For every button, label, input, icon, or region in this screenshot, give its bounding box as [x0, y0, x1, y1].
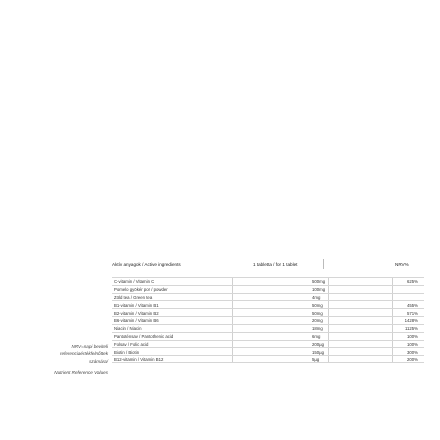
table-row: [112, 324, 424, 332]
ingredient-amount: 20mg: [312, 318, 323, 324]
ingredient-amount: 4mg: [312, 294, 321, 300]
ingredient-name: Pomelo gyökér por / powder: [114, 287, 168, 293]
ingredient-name: B6-vitamin / Vitamin B6: [114, 318, 159, 324]
ingredient-nrv: 455%: [407, 302, 418, 308]
table-row: [112, 293, 424, 301]
column-divider: [232, 317, 233, 324]
ingredient-name: Pantoténsav / Pantothenic acid: [114, 333, 174, 339]
ingredient-nrv: 571%: [407, 310, 418, 316]
table-row: [112, 300, 424, 308]
column-divider: [392, 325, 393, 332]
table-row: [112, 355, 424, 363]
column-divider: [232, 356, 233, 362]
ingredient-nrv: 300%: [407, 349, 418, 355]
ingredient-name: Niacin / Niacin: [114, 326, 142, 332]
ingredient-name: B1-vitamin / Vitamin B1: [114, 302, 159, 308]
footnote-line: NRV=napi beviteli: [71, 344, 108, 349]
column-divider: [232, 294, 233, 301]
column-divider: [328, 333, 329, 340]
table-row: [112, 277, 424, 285]
ingredient-amount: 6mg: [312, 333, 321, 339]
column-divider: [232, 286, 233, 293]
footnote-line: referenciaértékfelnőttek: [59, 351, 108, 357]
column-divider: [328, 278, 329, 285]
footnote-line: számára/: [89, 358, 108, 364]
column-divider: [328, 356, 329, 362]
ingredient-nrv: 200%: [407, 357, 418, 363]
table-row: [112, 340, 424, 348]
column-divider: [392, 356, 393, 362]
column-divider: [392, 278, 393, 285]
header-divider: [323, 259, 324, 269]
column-divider: [392, 348, 393, 355]
ingredient-nrv: 1125%: [404, 326, 418, 332]
column-divider: [328, 348, 329, 355]
ingredient-name: B2-vitamin / Vitamin B2: [114, 310, 159, 316]
table-row: [112, 308, 424, 316]
ingredient-nrv: 100%: [407, 341, 418, 347]
ingredient-name: Folsav / Folic acid: [114, 341, 149, 347]
column-header-nrv: NRV%: [395, 262, 409, 267]
ingredient-nrv: 100%: [407, 333, 418, 339]
column-divider: [328, 341, 329, 348]
column-divider: [232, 333, 233, 340]
ingredient-amount: 500mg: [312, 279, 326, 285]
column-divider: [232, 348, 233, 355]
ingredient-nrv: 625%: [407, 279, 418, 285]
ingredient-amount: 100mg: [312, 287, 326, 293]
ingredient-amount: 18mg: [312, 326, 323, 332]
column-divider: [328, 286, 329, 293]
table-row: [112, 285, 424, 293]
ingredient-amount: 50mg: [312, 302, 323, 308]
column-divider: [392, 309, 393, 316]
nrv-footnote: [6, 343, 108, 377]
ingredient-nrv: 1428%: [404, 318, 418, 324]
ingredient-name: Biotin / Biotin: [114, 349, 140, 355]
column-header-ingredients: Aktív anyagok / Active ingredients: [112, 262, 181, 267]
table-row: [112, 316, 424, 324]
column-divider: [328, 309, 329, 316]
column-divider: [392, 286, 393, 293]
column-divider: [232, 341, 233, 348]
column-header-amount: 1 tabletta / for 1 tablet: [253, 262, 298, 267]
ingredient-name: Zöld tea / Green tea: [114, 294, 153, 300]
table-row: [112, 332, 424, 340]
ingredient-amount: 50mg: [312, 310, 323, 316]
column-divider: [232, 309, 233, 316]
column-divider: [392, 317, 393, 324]
nutrition-table: [112, 277, 424, 363]
ingredient-amount: 200µg: [312, 341, 325, 347]
column-divider: [328, 301, 329, 308]
column-divider: [232, 301, 233, 308]
ingredient-name: B12-vitamin / Vitamin B12: [114, 357, 164, 363]
column-divider: [392, 341, 393, 348]
column-divider: [328, 325, 329, 332]
ingredient-amount: 150µg: [312, 349, 325, 355]
column-divider: [232, 325, 233, 332]
ingredient-name: C-vitamin / Vitamin C: [114, 279, 155, 285]
ingredient-amount: 5µg: [312, 357, 320, 363]
footnote-line: Nutrient Reference Values: [54, 370, 108, 376]
column-divider: [328, 317, 329, 324]
column-divider: [392, 301, 393, 308]
table-row: [112, 347, 424, 355]
column-divider: [232, 278, 233, 285]
column-divider: [328, 294, 329, 301]
column-divider: [392, 333, 393, 340]
column-divider: [392, 294, 393, 301]
